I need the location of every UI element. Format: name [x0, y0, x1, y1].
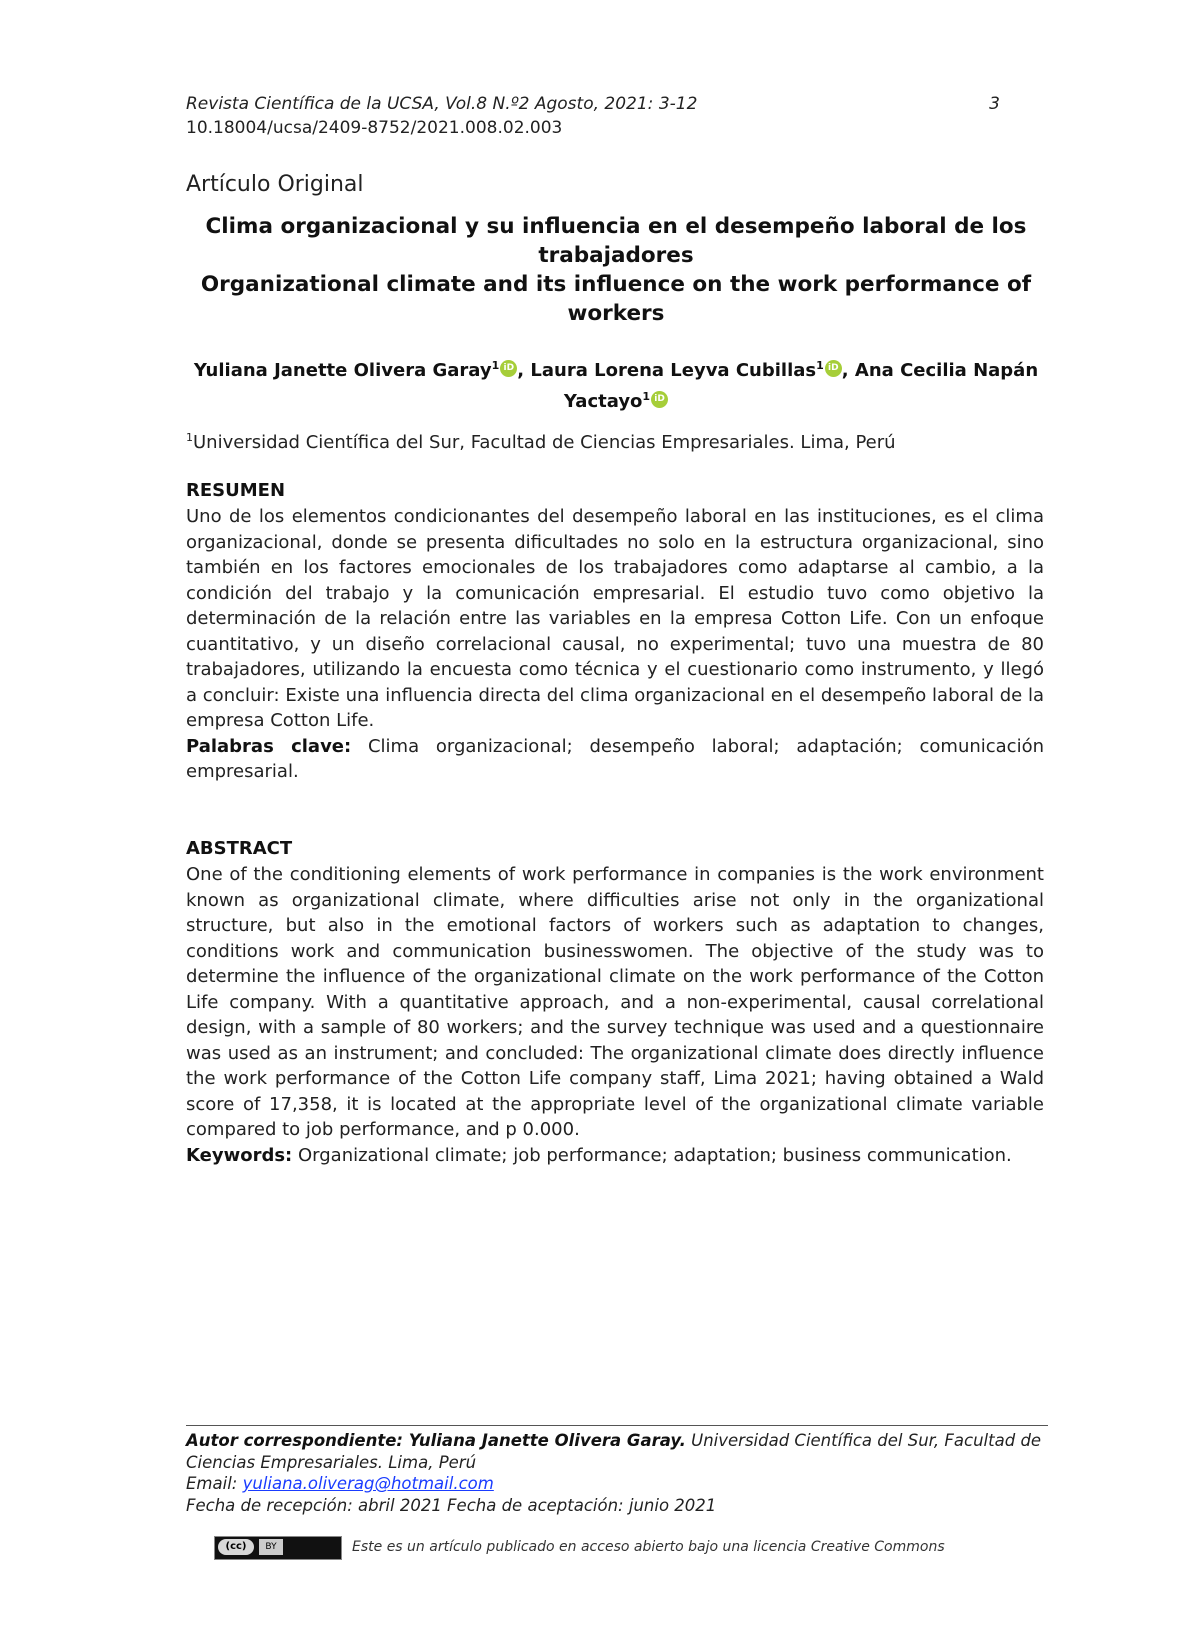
affiliation-mark: 1	[816, 359, 824, 372]
affiliation-mark: 1	[491, 359, 500, 372]
author-name: Yuliana Janette Olivera Garay	[193, 360, 492, 381]
author-name: Ana Cecilia Napán Yactayo	[563, 360, 1039, 412]
page-number: 3	[989, 94, 1000, 114]
affiliation-mark: 1	[642, 390, 651, 403]
journal-header: Revista Científica de la UCSA, Vol.8 N.º2 Agosto, 2021: 3-12	[186, 94, 698, 114]
keywords-es: Clima organizacional; desempeño laboral; adaptación; comunicación empresarial.	[186, 735, 1044, 782]
doi-line: 10.18004/ucsa/2409-8752/2021.008.02.003	[186, 118, 563, 138]
abstract-body	[186, 862, 1044, 1168]
title-english: Organizational climate and its influence on the work performance of workers	[200, 272, 1032, 326]
affiliation	[186, 431, 896, 453]
orcid-icon[interactable]: iD	[651, 391, 668, 408]
footnote	[186, 1430, 1048, 1516]
resumen-body	[186, 504, 1044, 785]
by-icon: BY	[259, 1539, 283, 1555]
cc-license-badge-icon[interactable]	[214, 1536, 342, 1560]
affiliation-text: Universidad Científica del Sur, Facultad de Ciencias Empresariales. Lima, Perú	[193, 432, 896, 453]
keywords-en: Organizational climate; job performance; adaptation; business communication.	[297, 1144, 1012, 1166]
affiliation-mark: 1	[186, 431, 193, 444]
author-separator: ,	[841, 360, 849, 381]
orcid-icon[interactable]: iD	[825, 360, 842, 377]
keywords-label-en: Keywords:	[186, 1144, 293, 1166]
abstract-heading: ABSTRACT	[186, 838, 293, 859]
title-spanish: Clima organizacional y su influencia en el desempeño laboral de los trabajadores	[205, 214, 1027, 268]
email-label: Email:	[186, 1474, 238, 1493]
resumen-heading: RESUMEN	[186, 480, 286, 501]
author-list	[186, 353, 1046, 415]
author-name: Laura Lorena Leyva Cubillas	[530, 360, 817, 381]
author-separator: ,	[517, 360, 525, 381]
license-text: Este es un artículo publicado en acceso abierto bajo una licencia Creative Commons	[352, 1539, 945, 1555]
corresponding-author-label: Autor correspondiente: Yuliana Janette Olivera Garay.	[186, 1431, 686, 1450]
abstract-text: One of the conditioning elements of work performance in companies is the work environment known as organizational climate, where difficulties arise not only in the organizational structure, but also in the emotional factors of workers such as adaptation to changes, conditions work and communication businesswomen. The objective of the study was to determine the influence of the organizational climate on the work performance of the Cotton Life company. With a quantitative approach, and a non-experimental, causal correlational design, with a sample of 80 workers; and the survey technique was used and a questionnaire was used as an instrument; and concluded: The organizational climate does directly influence the work performance of the Cotton Life company staff, Lima 2021; having obtained a Wald score of 17,358, it is located at the appropriate level of the organizational climate variable compared to job performance, and p 0.000.	[186, 864, 1044, 1140]
article-type: Artículo Original	[186, 172, 364, 197]
cc-icon: (cc)	[218, 1539, 254, 1555]
keywords-label-es: Palabras clave:	[186, 735, 352, 757]
resumen-text: Uno de los elementos condicionantes del desempeño laboral en las instituciones, es el clima organizacional, donde se presenta dificultades no solo en la estructura organizacional, sino también en los factores emocionales de los trabajadores como adaptarse al cambio, a la condición del trabajo y la comunicación empresarial. El estudio tuvo como objetivo la determinación de la relación entre las variables en la empresa Cotton Life. Con un enfoque cuantitativo, y un diseño correlacional causal, no experimental; tuvo una muestra de 80 trabajadores, utilizando la encuesta como técnica y el cuestionario como instrumento, y llegó a concluir: Existe una influencia directa del clima organizacional en el desempeño laboral de la empresa Cotton Life.	[186, 506, 1044, 731]
footnote-divider	[186, 1425, 1048, 1426]
orcid-icon[interactable]: iD	[500, 360, 517, 377]
submission-dates: Fecha de recepción: abril 2021 Fecha de aceptación: junio 2021	[186, 1495, 717, 1515]
corresponding-affiliation: Universidad Científica del Sur, Facultad de Ciencias Empresariales. Lima, Perú	[186, 1431, 1042, 1472]
email-link[interactable]: yuliana.oliverag@hotmail.com	[242, 1474, 494, 1493]
